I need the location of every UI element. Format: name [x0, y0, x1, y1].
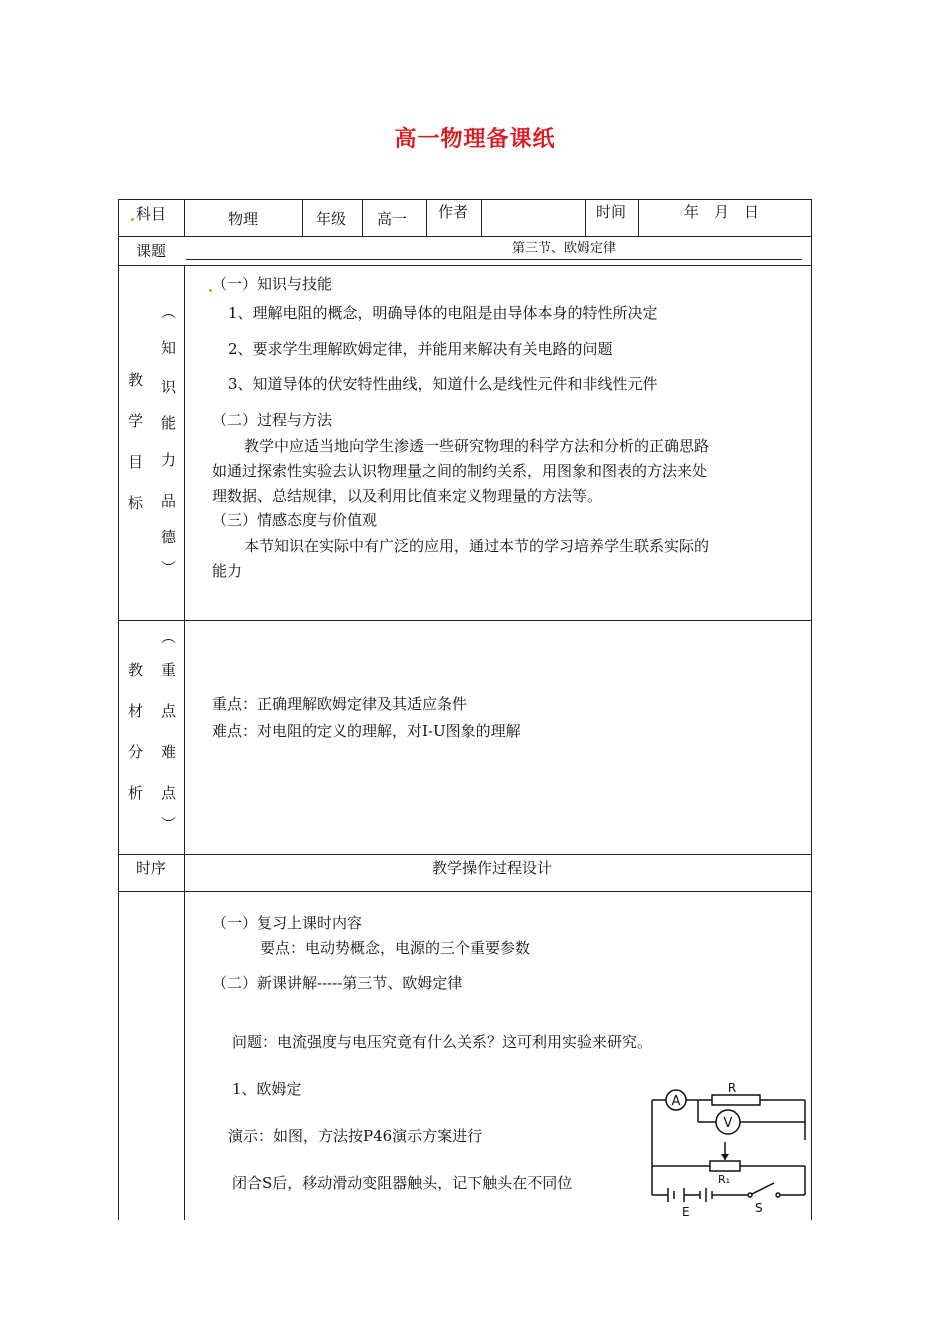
table-top-border — [118, 199, 812, 200]
page-title: 高一物理备课纸 — [394, 127, 556, 152]
objectives-line: 3、知道导体的伏安特性曲线，知道什么是线性元件和非线性元件 — [228, 375, 658, 393]
row-divider — [118, 854, 812, 855]
row-divider — [118, 620, 812, 621]
time-label: 时间 — [596, 203, 627, 221]
process-line: 1、欧姆定 — [232, 1080, 302, 1098]
marker-dot — [131, 218, 134, 221]
voltmeter-symbol: V — [723, 1116, 733, 1131]
objectives-label-char: 学 — [128, 412, 144, 430]
header-column-divider — [184, 199, 185, 236]
difficulty: 难点：对电阻的定义的理解，对I-U图象的理解 — [212, 722, 521, 740]
process-line: 要点：电动势概念，电源的三个重要参数 — [260, 939, 531, 957]
process-line: （一）复习上课时内容 — [212, 914, 363, 932]
analysis-sub-label-char: ︵ — [161, 628, 177, 646]
grade-value: 高一 — [377, 210, 408, 228]
process-line: （二）新课讲解-----第三节、欧姆定律 — [212, 974, 463, 992]
switch-icon — [748, 1183, 780, 1197]
table-right-border — [811, 199, 812, 1220]
topic-label: 课题 — [136, 242, 167, 260]
row-divider — [118, 265, 812, 266]
grade-label: 年级 — [316, 210, 347, 228]
time-order-label: 时序 — [136, 859, 167, 877]
analysis-sub-label-char: ︶ — [161, 815, 177, 833]
resistor-label: R — [727, 1081, 737, 1095]
objectives-line: （一）知识与技能 — [212, 275, 333, 293]
analysis-label-char: 析 — [128, 784, 144, 802]
objectives-line: （二）过程与方法 — [212, 411, 333, 429]
label-column-divider — [184, 265, 185, 1220]
objectives-sub-label-char: ︶ — [161, 559, 177, 577]
table-left-border — [118, 199, 119, 1220]
rheostat-icon — [710, 1161, 740, 1171]
analysis-sub-label-char: 重 — [161, 661, 177, 679]
objectives-sub-label-char: 德 — [161, 528, 177, 546]
process-line: 闭合S后，移动滑动变阻器触头，记下触头在不同位 — [232, 1174, 573, 1192]
objectives-line: 理数据、总结规律，以及利用比值来定义物理量的方法等。 — [212, 487, 603, 505]
objectives-sub-label-char: ︵ — [161, 303, 177, 321]
process-line: 演示：如图，方法按P46演示方案进行 — [228, 1127, 483, 1145]
date-value: 年 月 日 — [684, 203, 760, 221]
header-column-divider — [362, 199, 363, 236]
key-point: 重点：正确理解欧姆定律及其适应条件 — [212, 695, 468, 713]
author-label: 作者 — [438, 203, 469, 221]
topic-underline — [186, 259, 802, 260]
objectives-sub-label-char: 知 — [161, 339, 177, 357]
row-divider — [118, 236, 812, 237]
objectives-line: （三）情感态度与价值观 — [212, 511, 378, 529]
objectives-line: 能力 — [212, 562, 243, 580]
slider-arrow-icon — [721, 1154, 729, 1160]
analysis-sub-label-char: 点 — [161, 702, 177, 720]
objectives-label-char: 教 — [128, 371, 144, 389]
header-column-divider — [638, 199, 639, 236]
analysis-label-char: 分 — [128, 743, 144, 761]
design-label: 教学操作过程设计 — [432, 859, 553, 877]
resistor-icon — [712, 1095, 760, 1105]
topic-value: 第三节、欧姆定律 — [512, 241, 617, 256]
ammeter-symbol: A — [671, 1094, 681, 1109]
process-line: 问题：电流强度与电压究竟有什么关系？这可利用实验来研究。 — [232, 1033, 653, 1051]
objectives-line: 2、要求学生理解欧姆定律，并能用来解决有关电路的问题 — [228, 340, 613, 358]
objectives-label-char: 目 — [128, 453, 144, 471]
subject-label: 科目 — [136, 205, 167, 223]
row-divider — [118, 891, 812, 892]
battery-label: E — [682, 1205, 690, 1219]
objectives-label-char: 标 — [128, 494, 144, 512]
objectives-line: 教学中应适当地向学生渗透一些研究物理的科学方法和分析的正确思路 — [244, 437, 710, 455]
switch-label: S — [755, 1201, 763, 1215]
analysis-sub-label-char: 点 — [161, 784, 177, 802]
rheostat-label: R₁ — [718, 1173, 731, 1186]
objectives-line: 本节知识在实际中有广泛的应用，通过本节的学习培养学生联系实际的 — [244, 537, 710, 555]
analysis-label-char: 材 — [128, 702, 144, 720]
header-column-divider — [481, 199, 482, 236]
objectives-sub-label-char: 品 — [161, 492, 177, 510]
objectives-line: 如通过探索性实验去认识物理量之间的制约关系，用图象和图表的方法来处 — [212, 462, 708, 480]
subject-value: 物理 — [228, 210, 259, 228]
header-column-divider — [585, 199, 586, 236]
header-column-divider — [302, 199, 303, 236]
objectives-line: 1、理解电阻的概念，明确导体的电阻是由导体本身的特性所决定 — [228, 304, 658, 322]
objectives-sub-label-char: 能 — [161, 414, 177, 432]
circuit-diagram — [640, 1080, 812, 1220]
analysis-sub-label-char: 难 — [161, 743, 177, 761]
objectives-sub-label-char: 力 — [161, 451, 177, 469]
analysis-label-char: 教 — [128, 661, 144, 679]
header-column-divider — [426, 199, 427, 236]
objectives-sub-label-char: 识 — [161, 378, 177, 396]
